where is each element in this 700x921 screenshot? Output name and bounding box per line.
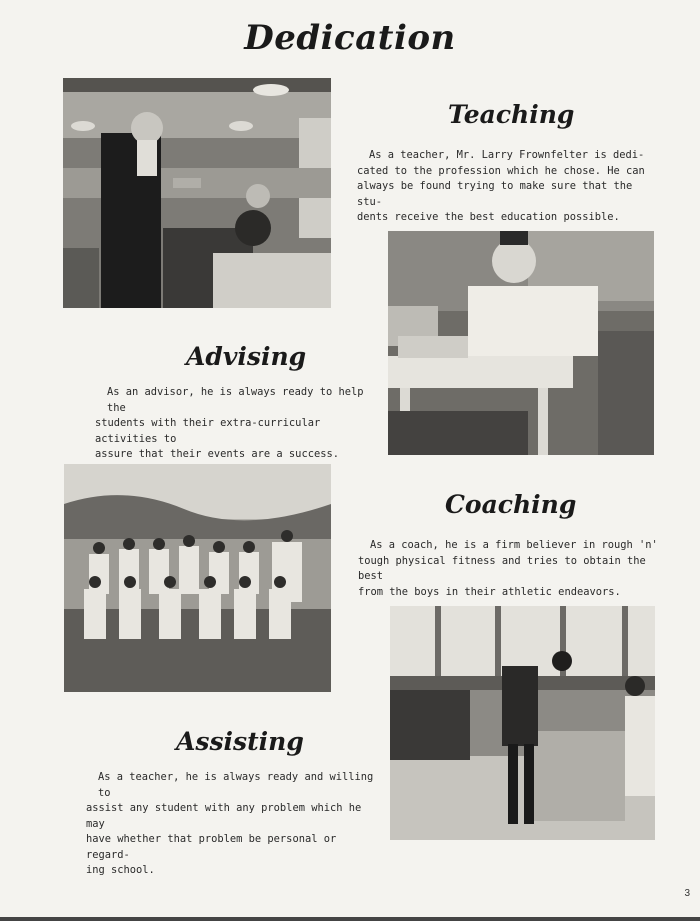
text-line: As a teacher, he is always ready and willing to [98,771,374,799]
text-line: cated to the profession which he chose. He can [357,164,645,177]
text-line: assure that their events are a success. [95,448,339,460]
text-line: always be found trying to make sure that the stu- [357,180,633,208]
advising-paragraph [95,385,375,463]
classroom-teaching-photo [63,78,331,308]
advising-heading: Advising [186,342,307,371]
baseball-team-photo [64,464,331,692]
teaching-heading: Teaching [448,100,575,129]
page-number: 3 [684,888,690,899]
grading-papers-photo [388,231,654,455]
assisting-student-photo [390,606,655,840]
assisting-heading: Assisting [176,727,304,756]
text-line: students with their extra-curricular activities to [95,417,321,445]
text-line: tough physical fitness and tries to obtain the best [358,554,646,582]
text-line: dents receive the best education possible. [357,211,620,223]
text-line: As a coach, he is a firm believer in rough 'n' [370,539,658,551]
text-line: assist any student with any problem which he may [86,802,362,830]
teaching-paragraph [357,148,657,226]
assisting-paragraph [86,770,376,879]
text-line: have whether that problem be personal or regard- [86,833,337,861]
text-line: As an advisor, he is always ready to help the [107,386,364,414]
coaching-paragraph [358,538,658,600]
text-line: ing school. [86,864,155,876]
text-line: As a teacher, Mr. Larry Frownfelter is dedi- [369,149,645,161]
bottom-rule [0,917,700,921]
page-title: Dedication [244,18,456,58]
coaching-heading: Coaching [445,490,577,519]
text-line: from the boys in their athletic endeavors. [358,585,621,598]
